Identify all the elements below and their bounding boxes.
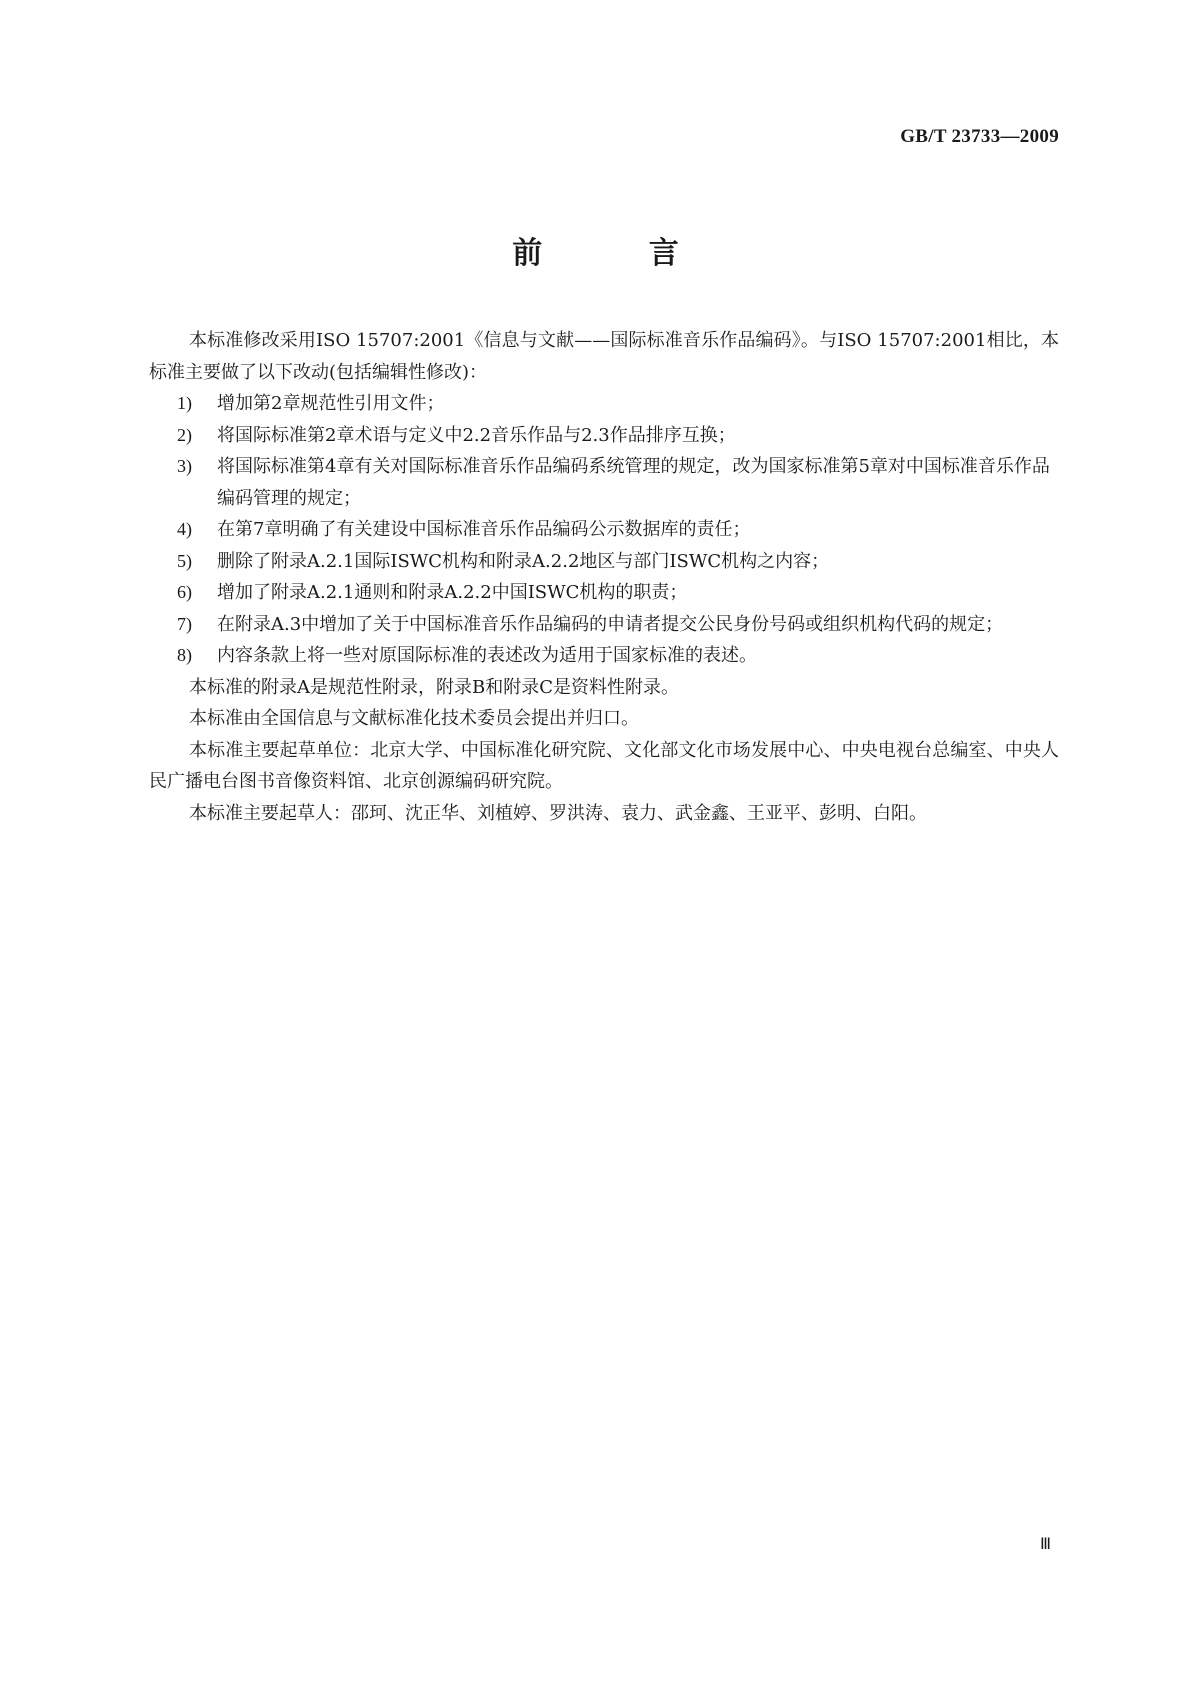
list-item-number: 2) [177, 424, 192, 445]
list-item [149, 640, 1059, 672]
list-item [149, 514, 1059, 546]
list-item-number: 7) [177, 613, 192, 634]
foreword-body [149, 325, 1059, 829]
list-item-text: 将国际标准第4章有关对国际标准音乐作品编码系统管理的规定，改为国家标准第5章对中国标准音乐作品编码管理的规定； [217, 456, 1050, 509]
list-item-text: 在第7章明确了有关建设中国标准音乐作品编码公示数据库的责任； [217, 519, 751, 540]
proposer-paragraph: 本标准由全国信息与文献标准化技术委员会提出并归口。 [189, 708, 639, 729]
list-item-text: 增加了附录A.2.1通则和附录A.2.2中国ISWC机构的职责； [217, 582, 688, 603]
drafters-paragraph: 本标准主要起草人：邵珂、沈正华、刘植婷、罗洪涛、袁力、武金鑫、王亚平、彭明、白阳。 [189, 802, 927, 824]
list-item-number: 3) [177, 456, 192, 476]
list-item [149, 451, 1059, 514]
intro-paragraph: 本标准修改采用ISO 15707:2001《信息与文献——国际标准音乐作品编码》。与ISO 15707:2001相比，本标准主要做了以下改动(包括编辑性修改)： [149, 330, 1059, 383]
list-item-number: 1) [177, 393, 192, 413]
standard-code: GB/T 23733—2009 [900, 126, 1059, 147]
list-item [149, 420, 1059, 452]
list-item [149, 546, 1059, 578]
list-item [149, 388, 1059, 420]
list-item-text: 增加第2章规范性引用文件； [217, 393, 445, 414]
drafting-units-paragraph: 本标准主要起草单位：北京大学、中国标准化研究院、文化部文化市场发展中心、中央电视台总编室、中央人民广播电台图书音像资料馆、北京创源编码研究院。 [149, 739, 1059, 792]
list-item [149, 609, 1059, 641]
list-item-number: 6) [177, 582, 192, 602]
page-number: Ⅲ [1039, 1536, 1051, 1553]
changes-list [149, 388, 1059, 672]
list-item-number: 8) [177, 645, 192, 665]
list-item-text: 删除了附录A.2.1国际ISWC机构和附录A.2.2地区与部门ISWC机构之内容； [217, 550, 830, 572]
annex-note-paragraph: 本标准的附录A是规范性附录，附录B和附录C是资料性附录。 [189, 676, 679, 698]
page-title: 前 言 [512, 236, 727, 271]
list-item-number: 4) [177, 519, 192, 539]
list-item-number: 5) [177, 550, 192, 571]
list-item-text: 内容条款上将一些对原国际标准的表述改为适用于国家标准的表述。 [217, 645, 757, 666]
list-item-text: 将国际标准第2章术语与定义中2.2音乐作品与2.3作品排序互换； [217, 424, 736, 446]
list-item [149, 577, 1059, 609]
list-item-text: 在附录A.3中增加了关于中国标准音乐作品编码的申请者提交公民身份号码或组织机构代码的规定； [217, 613, 1004, 635]
